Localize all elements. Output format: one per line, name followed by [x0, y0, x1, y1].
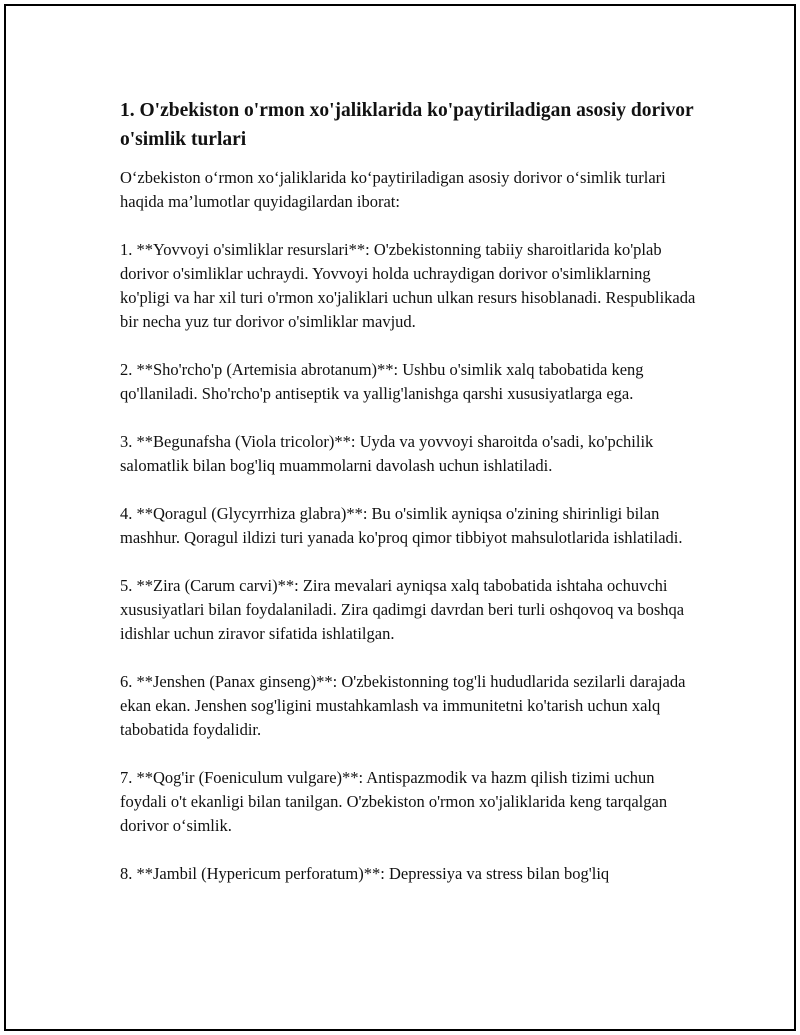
list-item-3: 3. **Begunafsha (Viola tricolor)**: Uyda va yovvoyi sharoitda o'sadi, ko'pchilik salomatlik bilan bog'liq muammolarni davolash uchun ishlatiladi.: [120, 432, 654, 475]
list-item-2: 2. **Sho'rcho'p (Artemisia abrotanum)**: Ushbu o'simlik xalq tabobatida keng qo'llaniladi. Sho'rcho'p antiseptik va yallig'lanishga qarshi xususiyatlarga ega.: [120, 360, 644, 403]
document-body: [120, 96, 700, 910]
page-frame: [4, 4, 796, 1031]
list-item-5: 5. **Zira (Carum carvi)**: Zira mevalari ayniqsa xalq tabobatida ishtaha ochuvchi xususiyatlari bilan foydalaniladi. Zira qadimgi davrdan beri turli oshqovoq va boshqa idishlar uchun ziravor sifatida ishlatilgan.: [120, 576, 685, 643]
list-item-7: 7. **Qog'ir (Foeniculum vulgare)**: Antispazmodik va hazm qilish tizimi uchun foydali o't ekanligi bilan tanilgan. O'zbekiston o'rmon xo'jaliklarida keng tarqalgan dorivor o‘simlik.: [120, 768, 668, 835]
list-item-6: 6. **Jenshen (Panax ginseng)**: O'zbekistonning tog'li hududlarida sezilarli darajada ekan ekan. Jenshen sog'ligini mustahkamlash va immunitetni ko'tarish uchun xalq tabobatida foydalidir.: [120, 672, 686, 739]
document-title: 1. O'zbekiston o'rmon xo'jaliklarida ko'paytiriladigan asosiy dorivor o'simlik turlari: [120, 100, 694, 150]
list-item-1: 1. **Yovvoyi o'simliklar resurslari**: O'zbekistonning tabiiy sharoitlarida ko'plab dorivor o'simliklar uchraydi. Yovvoyi holda uchraydigan dorivor o'simliklarning ko'pligi va har xil turi o'rmon xo'jaliklari uchun ulkan resurs hisoblanadi. Respublikada bir necha yuz tur dorivor o'simliklar mavjud.: [120, 240, 696, 331]
list-item-4: 4. **Qoragul (Glycyrrhiza glabra)**: Bu o'simlik ayniqsa o'zining shirinligi bilan mashhur. Qoragul ildizi turi yanada ko'proq qimor tibbiyot mahsulotlarida ishlatiladi.: [120, 504, 683, 547]
list-item-8: 8. **Jambil (Hypericum perforatum)**: Depressiya va stress bilan bog'liq: [120, 864, 610, 883]
intro-paragraph: O‘zbekiston o‘rmon xo‘jaliklarida ko‘paytiriladigan asosiy dorivor o‘simlik turlari haqida ma’lumotlar quyidagilardan iborat:: [120, 168, 666, 211]
